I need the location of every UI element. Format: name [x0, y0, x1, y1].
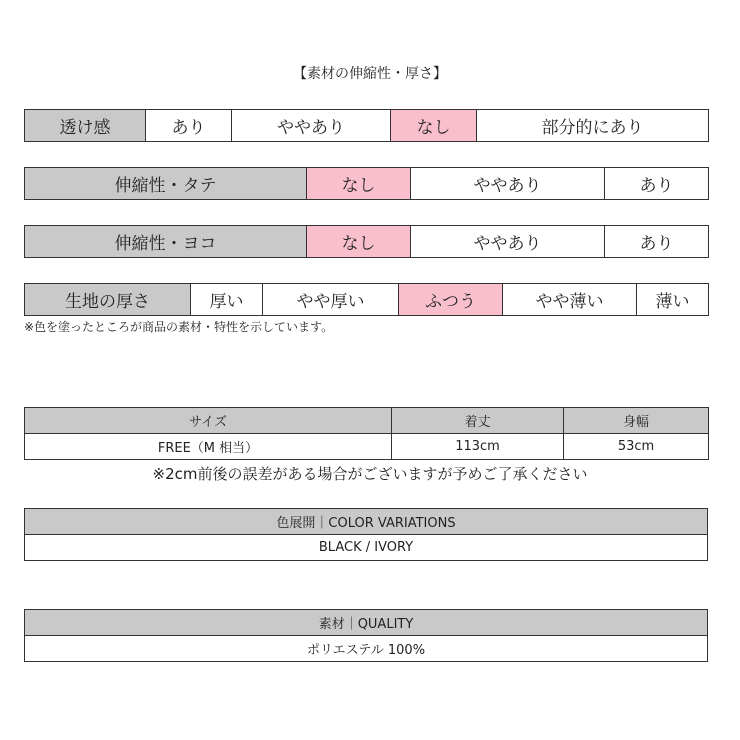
- thickness-option-thick: 厚い: [191, 284, 263, 316]
- stretch-vertical-row: [24, 167, 709, 200]
- sheer-option-nashi: なし: [391, 110, 477, 142]
- stretch-horizontal-option-yaya-ari: ややあり: [411, 226, 605, 258]
- size-value-width: 53cm: [564, 434, 709, 460]
- stretch-vertical-option-ari: あり: [605, 168, 709, 200]
- size-value-length: 113cm: [392, 434, 564, 460]
- size-note: ※2cm前後の誤差がある場合がございますが予めご了承ください: [152, 465, 588, 483]
- sheer-label: 透け感: [25, 110, 146, 142]
- thickness-option-thin: 薄い: [637, 284, 709, 316]
- stretch-vertical-option-nashi: なし: [307, 168, 411, 200]
- sheer-row: [24, 109, 709, 142]
- stretch-horizontal-label: 伸縮性・ヨコ: [25, 226, 307, 258]
- size-header-length: 着丈: [392, 408, 564, 434]
- page-title: 【素材の伸縮性・厚さ】: [293, 66, 447, 82]
- stretch-horizontal-option-nashi: なし: [307, 226, 411, 258]
- size-table: [24, 407, 709, 460]
- sheer-option-yaya-ari: ややあり: [232, 110, 391, 142]
- color-table: [24, 508, 708, 561]
- stretch-horizontal-option-ari: あり: [605, 226, 709, 258]
- size-value-size: FREE（M 相当）: [25, 434, 392, 460]
- sheer-option-ari: あり: [146, 110, 232, 142]
- thickness-row: [24, 283, 709, 316]
- legend-note: ※色を塗ったところが商品の素材・特性を示しています。: [24, 320, 334, 334]
- size-header-width: 身幅: [564, 408, 709, 434]
- thickness-option-slightly-thick: やや厚い: [263, 284, 399, 316]
- color-value: BLACK / IVORY: [25, 535, 708, 561]
- color-header: 色展開｜COLOR VARIATIONS: [25, 509, 708, 535]
- quality-value: ポリエステル 100%: [25, 636, 708, 662]
- stretch-horizontal-row: [24, 225, 709, 258]
- thickness-option-slightly-thin: やや薄い: [503, 284, 637, 316]
- stretch-vertical-option-yaya-ari: ややあり: [411, 168, 605, 200]
- size-header-size: サイズ: [25, 408, 392, 434]
- stretch-vertical-label: 伸縮性・タテ: [25, 168, 307, 200]
- sheer-option-partial: 部分的にあり: [477, 110, 709, 142]
- thickness-label: 生地の厚さ: [25, 284, 191, 316]
- thickness-option-normal: ふつう: [399, 284, 503, 316]
- quality-header: 素材｜QUALITY: [25, 610, 708, 636]
- quality-table: [24, 609, 708, 662]
